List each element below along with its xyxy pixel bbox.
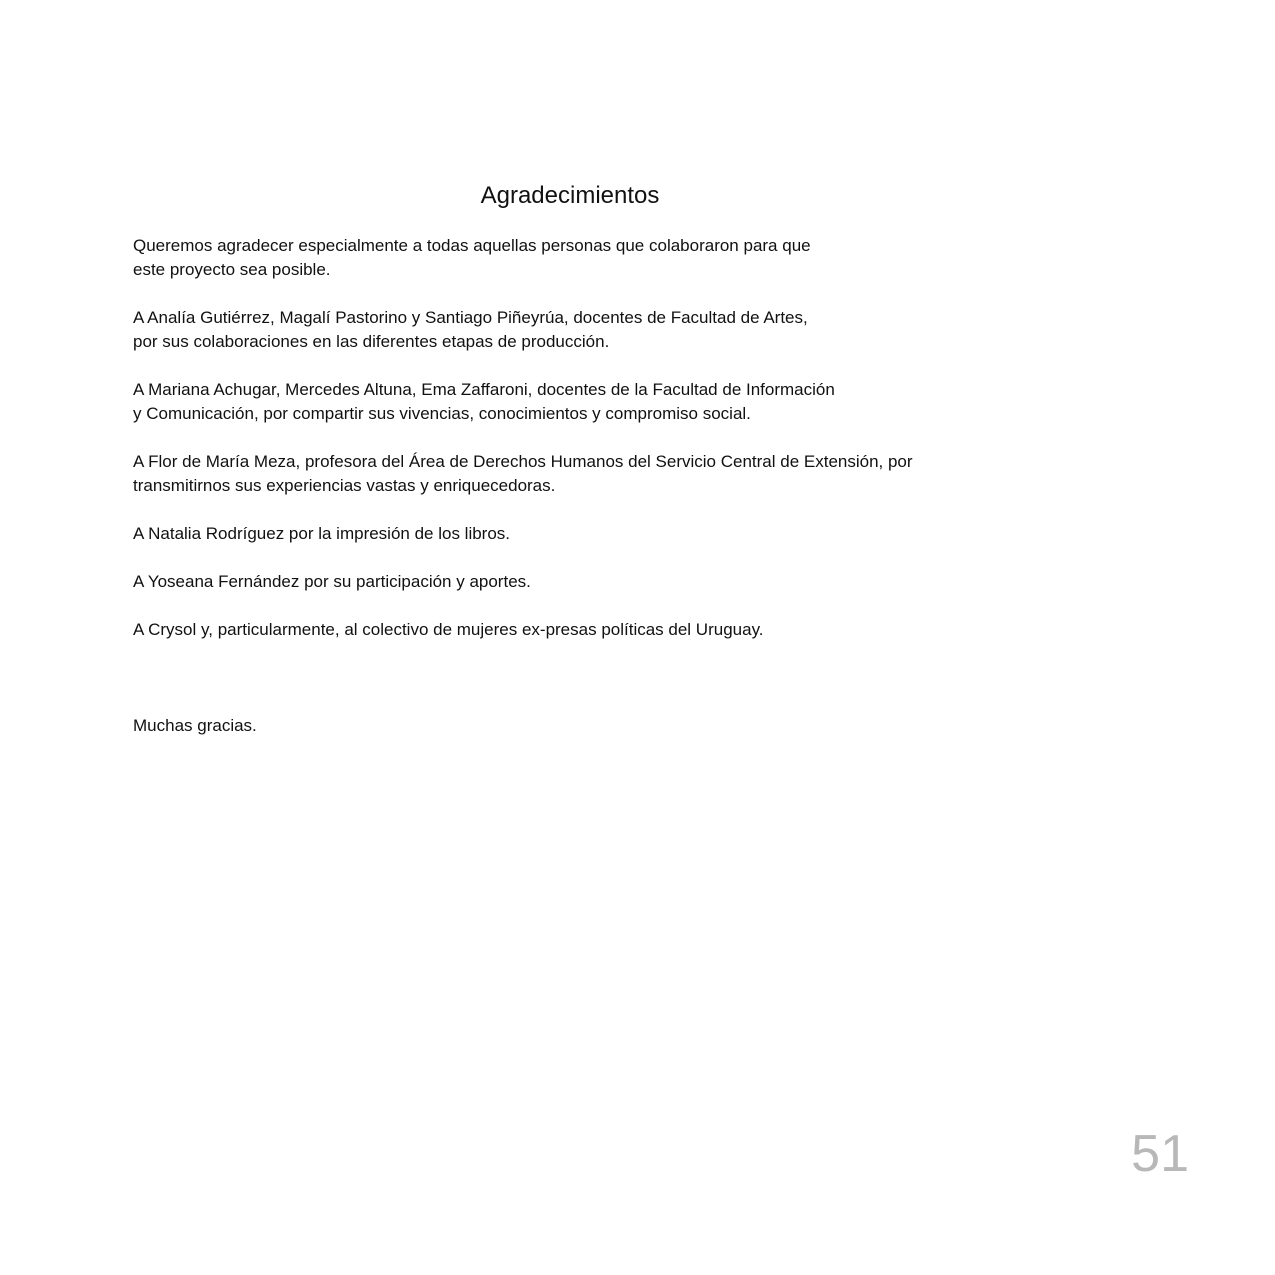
paragraph-line: A Flor de María Meza, profesora del Área de Derechos Humanos del Servicio Central de Extensión, por	[133, 452, 913, 471]
paragraph-line: por sus colaboraciones en las diferentes etapas de producción.	[133, 332, 610, 351]
paragraph-derechos-humanos	[133, 450, 913, 498]
paragraph-intro	[133, 234, 811, 282]
paragraph-artes	[133, 306, 808, 354]
paragraph-participacion	[133, 570, 531, 594]
paragraph-line: A Yoseana Fernández por su participación y aportes.	[133, 572, 531, 591]
paragraph-crysol	[133, 618, 764, 642]
paragraph-line: A Mariana Achugar, Mercedes Altuna, Ema Zaffaroni, docentes de la Facultad de Información	[133, 380, 835, 399]
page-number: 51	[1131, 1125, 1189, 1183]
paragraph-line: este proyecto sea posible.	[133, 260, 331, 279]
paragraph-line: y Comunicación, por compartir sus vivencias, conocimientos y compromiso social.	[133, 404, 751, 423]
paragraph-line: A Analía Gutiérrez, Magalí Pastorino y Santiago Piñeyrúa, docentes de Facultad de Artes,	[133, 308, 808, 327]
page-title: Agradecimientos	[480, 182, 660, 209]
paragraph-impresion	[133, 522, 510, 546]
paragraph-line: Queremos agradecer especialmente a todas aquellas personas que colaboraron para que	[133, 236, 811, 255]
closing-text: Muchas gracias.	[133, 716, 257, 735]
paragraph-line: transmitirnos sus experiencias vastas y enriquecedoras.	[133, 476, 556, 495]
paragraph-line: A Natalia Rodríguez por la impresión de los libros.	[133, 524, 511, 543]
paragraph-line: A Crysol y, particularmente, al colectivo de mujeres ex-presas políticas del Uruguay.	[133, 620, 764, 639]
paragraph-informacion	[133, 378, 835, 426]
